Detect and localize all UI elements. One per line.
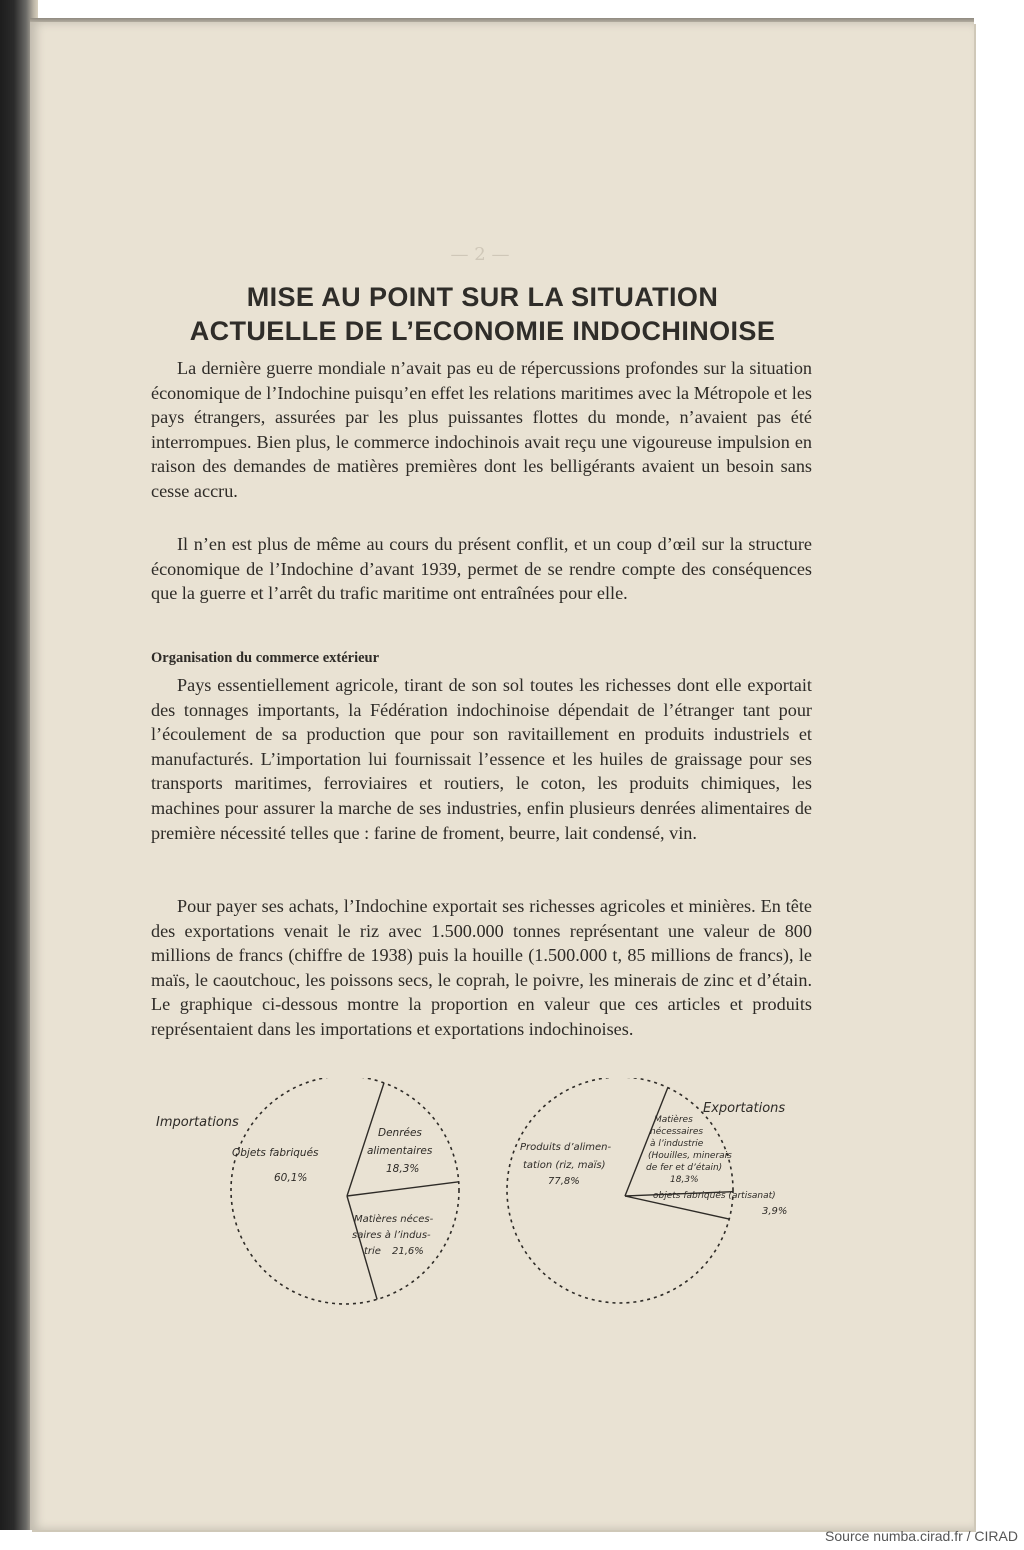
svg-text:Matières: Matières [654,1115,693,1125]
svg-text:alimentaires: alimentaires [367,1145,433,1157]
slice-label-matieres-industrie [352,1213,434,1257]
svg-text:de fer et d’étain): de fer et d’étain) [646,1163,723,1173]
svg-text:3,9%: 3,9% [762,1206,788,1217]
paragraph-1: La dernière guerre mondiale n’avait pas eu de répercussions profondes sur la situation économique de l’Indochine puisqu’en effet les relations maritimes avec la Métropole et les pays étrangers, assurées par les plus puissantes flottes du monde, n’avaient pas été interrompues. Bien plus, le commerce indochinois avait reçu une vigoureuse impulsion en raison des demandes de matières premières dont les belligérants avaient un besoin sans cesse accru. [151,358,812,501]
slice-label-denrees-alimentaires [367,1127,433,1175]
svg-text:saires à l’indus-: saires à l’indus- [352,1230,431,1241]
page-number: — 2 — [450,244,510,265]
slice-label-objets-fabriques [232,1147,319,1184]
paragraph-3: Pays essentiellement agricole, tirant de son sol toutes les richesses dont elle exportait des tonnages importants, la Fédération indochinoise dépendait de l’étranger tant pour l’écoulement de sa production que pour son ravitaillement en produits industriels et manufacturés. L’importation lui fournissait l’essence et les huiles de graissage pour ses transports maritimes, ferroviaires et routiers, le coton, les produits chimiques, les machines pour assurer la marche de ses industries, enfin plusieurs denrées alimentaires de première nécessité telles que : farine de froment, beurre, lait condensé, vin. [151,675,812,843]
importations-divider-1 [347,1083,384,1196]
svg-text:tation (riz, maïs): tation (riz, maïs) [523,1160,606,1171]
source-credit: Source numba.cirad.fr / CIRAD [825,1528,1018,1544]
exportations-chart [507,1078,787,1303]
slice-label-matieres-industrie-export [646,1114,732,1185]
importations-chart [156,1078,459,1304]
title-line-1: MISE AU POINT SUR LA SITUATION [246,282,719,312]
slice-label-produits-alimentation [520,1142,611,1187]
importations-title: Importations [156,1115,239,1130]
svg-text:objets fabriqués (artisanat): objets fabriqués (artisanat) [653,1191,776,1201]
svg-text:21,6%: 21,6% [392,1246,424,1257]
svg-text:Objets fabriqués: Objets fabriqués [232,1147,319,1159]
svg-text:(Houilles, minerais: (Houilles, minerais [648,1151,732,1161]
slice-label-objets-fabriques-artisanat [653,1190,787,1217]
svg-text:77,8%: 77,8% [548,1176,580,1187]
svg-text:Denrées: Denrées [378,1127,422,1139]
svg-text:à l’industrie: à l’industrie [650,1139,704,1149]
page-title [150,280,815,348]
title-line-2: ACTUELLE DE L’ECONOMIE INDOCHINOISE [189,316,776,346]
paragraph-2: Il n’en est plus de même au cours du présent conflit, et un coup d’œil sur la structure économique de l’Indochine d’avant 1939, permet de se rendre compte des conséquences que la guerre et l’arrêt du trafic maritime ont entraînées pour elle. [151,534,812,604]
paragraph-4: Pour payer ses achats, l’Indochine exportait ses richesses agricoles et minières. En tête des exportations venait le riz avec 1.500.000 tonnes représentant une valeur de 800 millions de francs (chiffre de 1938) puis la houille (1.500.000 t, 85 millions de francs), le maïs, le caoutchouc, les poissons secs, le coprah, le poivre, les minerais de zinc et d’étain. Le graphique ci-dessous montre la proportion en valeur que ces articles et produits représentaient dans les importations et exportations indochinoises. [151,896,812,1039]
svg-text:18,3%: 18,3% [386,1163,420,1175]
importations-divider-2 [347,1182,459,1196]
pie-charts [150,1078,830,1318]
exportations-title: Exportations [703,1101,786,1116]
svg-text:Matières néces-: Matières néces- [354,1214,434,1225]
section-heading: Organisation du commerce extérieur [151,650,380,666]
svg-text:18,3%: 18,3% [670,1175,699,1185]
svg-text:Produits d’alimen-: Produits d’alimen- [520,1142,612,1153]
svg-text:60,1%: 60,1% [274,1172,308,1184]
importations-circle [231,1078,459,1304]
svg-text:trie: trie [364,1246,381,1257]
svg-text:nécessaires: nécessaires [650,1127,704,1137]
